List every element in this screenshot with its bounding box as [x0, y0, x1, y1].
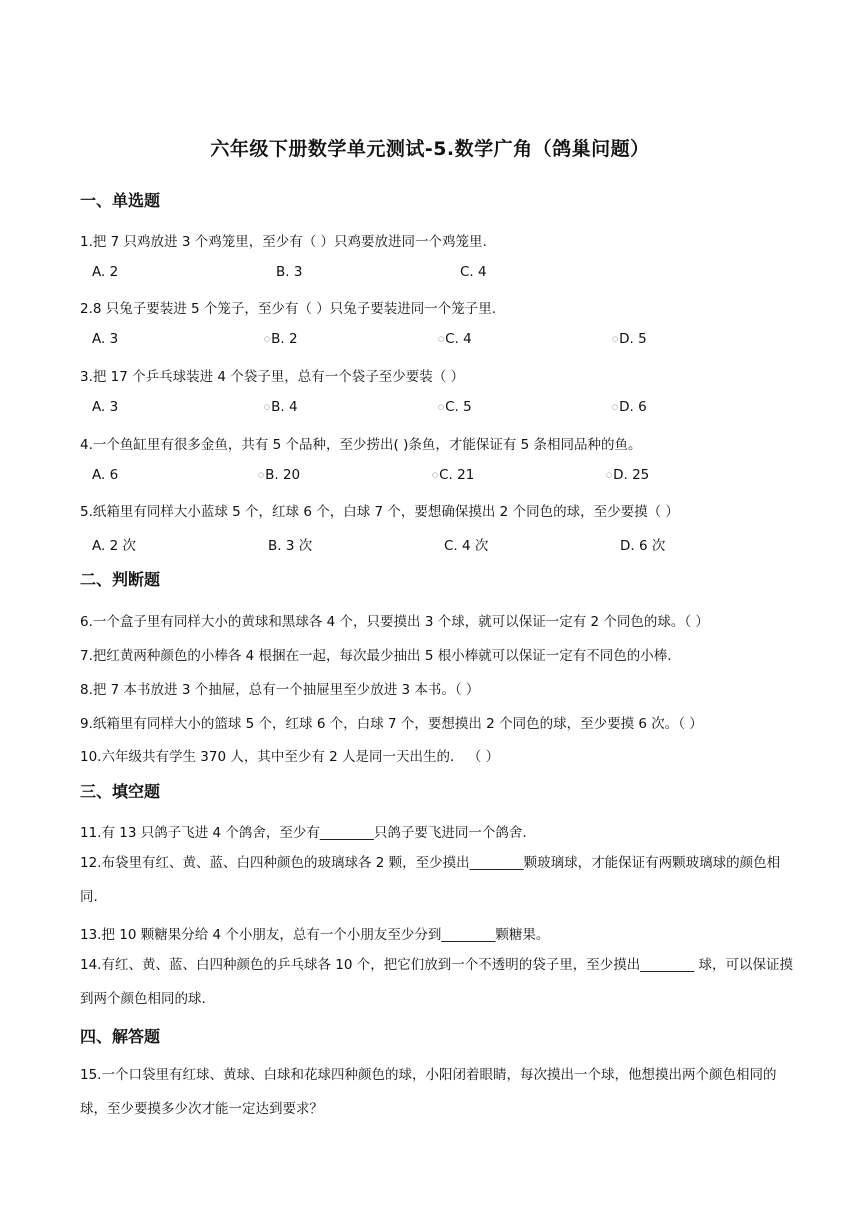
bullet-icon: ○ [612, 335, 619, 343]
option-a[interactable]: A. 2 [92, 264, 119, 280]
option-c[interactable]: ○C. 5 [438, 399, 472, 415]
question-6: 6.一个盒子里有同样大小的黄球和黑球各 4 个，只要摸出 3 个球，就可以保证一定有 2 个同色的球。（ ） [80, 614, 709, 630]
option-b[interactable]: ○B. 4 [264, 399, 298, 415]
option-d[interactable]: ○D. 6 [612, 399, 647, 415]
option-b[interactable]: ○B. 20 [258, 467, 301, 483]
option-d[interactable]: ○D. 5 [612, 331, 647, 347]
question-4: 4.一个鱼缸里有很多金鱼，共有 5 个品种，至少捞出( )条鱼，才能保证有 5 条相同品种的鱼。 [80, 437, 642, 453]
question-12: 12.布袋里有红、黄、蓝、白四种颜色的玻璃球各 2 颗，至少摸出________颗玻璃球，才能保证有两颗玻璃球的颜色相同. [80, 855, 781, 905]
question-1: 1.把 7 只鸡放进 3 个鸡笼里，至少有（ ）只鸡要放进同一个鸡笼里. [80, 234, 487, 250]
option-b[interactable]: B. 3 次 [268, 538, 313, 554]
question-2: 2.8 只兔子要装进 5 个笼子，至少有（ ）只兔子要装进同一个笼子里. [80, 301, 497, 317]
bullet-icon: ○ [438, 335, 445, 343]
option-c[interactable]: ○C. 21 [432, 467, 475, 483]
options-q2 [92, 331, 792, 349]
section-heading-single-choice: 一、单选题 [80, 191, 161, 210]
question-10: 10.六年级共有学生 370 人，其中至少有 2 人是同一天出生的． （ ） [80, 749, 500, 765]
option-b[interactable]: ○B. 2 [264, 331, 298, 347]
bullet-icon: ○ [432, 471, 439, 479]
question-3: 3.把 17 个乒乓球装进 4 个袋子里，总有一个袋子至少要装（ ） [80, 369, 465, 385]
question-15: 15.一个口袋里有红球、黄球、白球和花球四种颜色的球，小阳闭着眼睛，每次摸出一个球，他想摸出两个颜色相同的球，至少要摸多少次才能一定达到要求？ [80, 1067, 777, 1117]
bullet-icon: ○ [264, 403, 271, 411]
option-d[interactable]: ○D. 25 [606, 467, 650, 483]
section-heading-fill-blank: 三、填空题 [80, 782, 161, 801]
option-a[interactable]: A. 6 [92, 467, 119, 483]
bullet-icon: ○ [438, 403, 445, 411]
option-c[interactable]: C. 4 次 [444, 538, 489, 554]
page-title: 六年级下册数学单元测试-5.数学广角（鸽巢问题） [210, 138, 650, 160]
option-a[interactable]: A. 3 [92, 331, 119, 347]
options-q5 [92, 534, 792, 552]
option-c[interactable]: C. 4 [460, 264, 487, 280]
question-5: 5.纸箱里有同样大小蓝球 5 个，红球 6 个，白球 7 个，要想确保摸出 2 个同色的球，至少要摸（ ） [80, 504, 679, 520]
section-heading-true-false: 二、判断题 [80, 570, 161, 589]
bullet-icon: ○ [264, 335, 271, 343]
option-a[interactable]: A. 2 次 [92, 538, 136, 554]
option-b[interactable]: B. 3 [276, 264, 303, 280]
question-11: 11.有 13 只鸽子飞进 4 个鸽舍，至少有________只鸽子要飞进同一个鸽舍. [80, 825, 527, 841]
options-q1 [92, 264, 792, 282]
bullet-icon: ○ [612, 403, 619, 411]
section-heading-word-problems: 四、解答题 [80, 1027, 161, 1046]
question-7: 7.把红黄两种颜色的小棒各 4 根捆在一起，每次最少抽出 5 根小棒就可以保证一定有不同色的小棒. [80, 648, 672, 664]
bullet-icon: ○ [606, 471, 613, 479]
question-9: 9.纸箱里有同样大小的篮球 5 个，红球 6 个，白球 7 个，要想摸出 2 个同色的球，至少要摸 6 次。（ ） [80, 716, 703, 732]
bullet-icon: ○ [258, 471, 265, 479]
options-q3 [92, 399, 792, 417]
question-14: 14.有红、黄、蓝、白四种颜色的乒乓球各 10 个，把它们放到一个不透明的袋子里，至少摸出________ 球，可以保证摸到两个颜色相同的球. [80, 957, 794, 1007]
options-q4 [92, 467, 792, 485]
option-d[interactable]: D. 6 次 [620, 538, 666, 554]
question-13: 13.把 10 颗糖果分给 4 个小朋友，总有一个小朋友至少分到________颗糖果。 [80, 927, 550, 943]
question-8: 8.把 7 本书放进 3 个抽屉，总有一个抽屉里至少放进 3 本书。（ ） [80, 682, 480, 698]
option-c[interactable]: ○C. 4 [438, 331, 472, 347]
option-a[interactable]: A. 3 [92, 399, 119, 415]
